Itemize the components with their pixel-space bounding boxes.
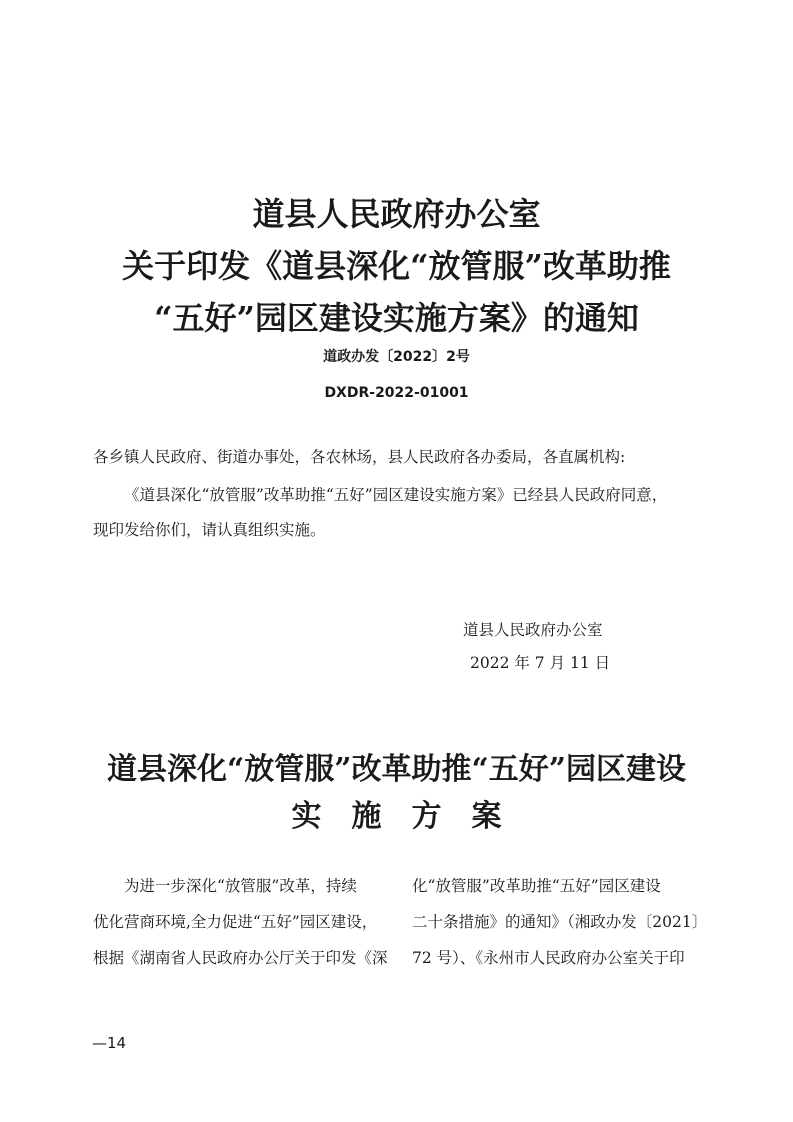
right-column-line-1: 化“放管服”改革助推“五好”园区建设 xyxy=(412,877,661,895)
right-column-line-2: 二十条措施》的通知》（湘政办发〔2021〕 xyxy=(412,913,708,931)
plan-title-line-1: 道县深化“放管服”改革助推“五好”园区建设 xyxy=(106,752,687,787)
right-column xyxy=(412,868,707,976)
body-paragraph-line-1: 《道县深化“放管服”改革助推“五好”园区建设实施方案》已经县人民政府同意， xyxy=(124,486,668,504)
page-number: —14 xyxy=(92,1034,127,1052)
left-column-line-1: 为进一步深化“放管服”改革，持续 xyxy=(93,877,357,895)
left-column-line-2: 优化营商环境,全力促进“五好”园区建设， xyxy=(93,913,378,931)
right-column-line-3: 72 号）、《永州市人民政府办公室关于印 xyxy=(412,949,685,967)
left-column-line-3: 根据《湖南省人民政府办公厅关于印发《深 xyxy=(93,949,388,967)
notice-title-line-2: 关于印发《道县深化“放管服”改革助推 xyxy=(122,247,671,285)
notice-title xyxy=(0,188,793,344)
registration-code: DXDR-2022-01001 xyxy=(324,385,469,401)
notice-title-line-1: 道县人民政府办公室 xyxy=(252,195,541,233)
left-column xyxy=(93,868,393,976)
issue-date: 2022 年 7 月 11 日 xyxy=(470,654,611,672)
signer: 道县人民政府办公室 xyxy=(463,621,603,639)
addressee: 各乡镇人民政府、街道办事处，各农林场，县人民政府各办委局，各直属机构: xyxy=(93,448,626,466)
plan-title-line-2: 实 施 方 案 xyxy=(291,799,502,834)
body-paragraph-line-2: 现印发给你们，请认真组织实施。 xyxy=(93,521,326,539)
doc-number: 道政办发〔2022〕2号 xyxy=(323,349,470,365)
notice-title-line-3: “五好”园区建设实施方案》的通知 xyxy=(154,299,639,337)
